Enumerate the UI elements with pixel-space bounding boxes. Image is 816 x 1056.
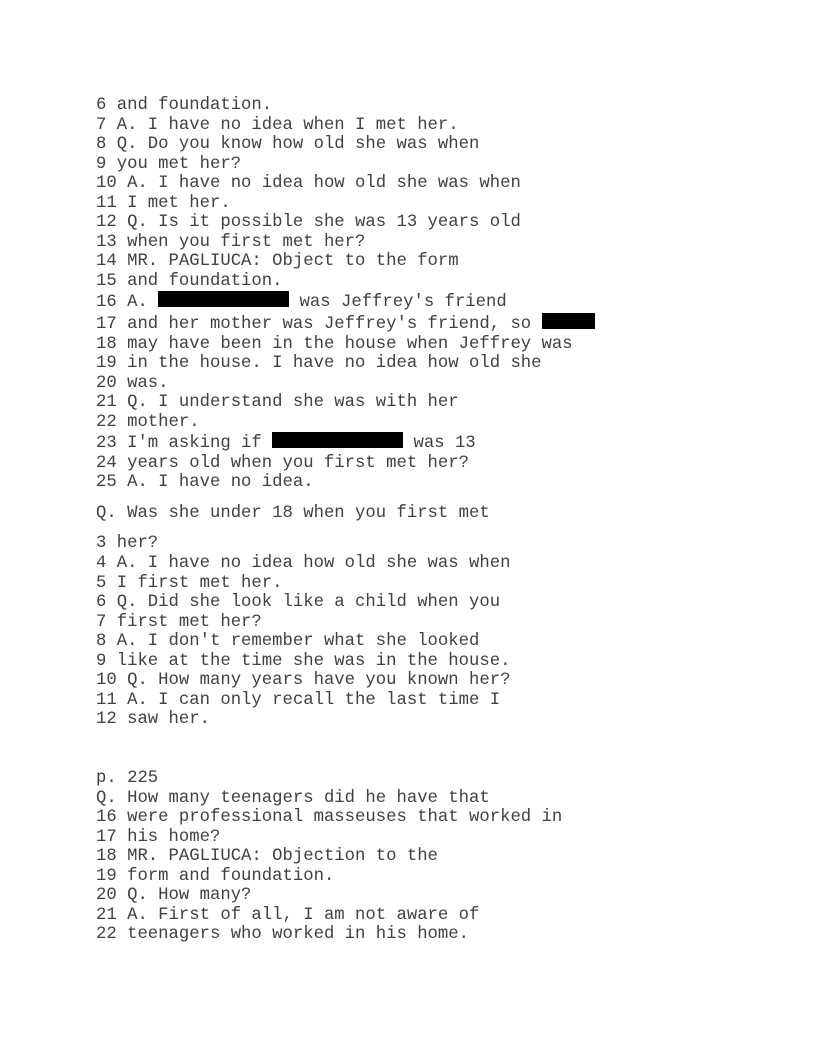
transcript-line: 6 and foundation.	[96, 96, 273, 115]
transcript-paragraph	[96, 96, 595, 493]
transcript-line: 8 A. I don't remember what she looked	[96, 632, 480, 652]
transcript-line: 16 were professional masseuses that worked in	[96, 808, 563, 828]
transcript-line: 7 A. I have no idea when I met her.	[96, 115, 459, 135]
transcript-paragraph	[96, 769, 595, 945]
transcript-line: 10 A. I have no idea how old she was when	[96, 174, 521, 194]
transcript-line	[96, 291, 595, 313]
transcript-line: 11 A. I can only recall the last time I	[96, 690, 501, 710]
line-text: 16 A.	[96, 293, 159, 313]
transcript-line: 6 Q. Did she look like a child when you	[96, 593, 501, 613]
transcript-line: 5 I first met her.	[96, 573, 283, 593]
transcript-line: 12 saw her.	[96, 710, 210, 730]
transcript-line: 22 mother.	[96, 412, 200, 432]
transcript-line: 21 Q. I understand she was with her	[96, 393, 459, 413]
redaction-bar	[542, 313, 595, 329]
transcript-line: 4 A. I have no idea how old she was when	[96, 554, 511, 574]
transcript-line	[96, 432, 595, 454]
transcript-line: 13 when you first met her?	[96, 232, 366, 252]
transcript-line: 20 Q. How many?	[96, 886, 252, 906]
transcript-line	[96, 313, 595, 335]
transcript-line: 15 and foundation.	[96, 271, 283, 291]
line-text: was 13	[403, 434, 476, 454]
transcript-line: 11 I met her.	[96, 193, 231, 213]
transcript-line: 22 teenagers who worked in his home.	[96, 925, 469, 945]
transcript-content	[96, 96, 595, 956]
line-text: 17 and her mother was Jeffrey's friend, so	[96, 315, 542, 335]
line-text: 23 I'm asking if	[96, 434, 273, 454]
transcript-line: Q. Was she under 18 when you first met	[96, 503, 490, 523]
transcript-line: 24 years old when you first met her?	[96, 453, 469, 473]
redaction-bar	[272, 432, 403, 448]
transcript-line: 18 MR. PAGLIUCA: Objection to the	[96, 847, 438, 867]
transcript-line: 20 was.	[96, 373, 169, 393]
transcript-line: 8 Q. Do you know how old she was when	[96, 135, 480, 155]
transcript-line: 12 Q. Is it possible she was 13 years old	[96, 213, 521, 233]
transcript-line: 17 his home?	[96, 827, 221, 847]
transcript-line: 19 in the house. I have no idea how old she	[96, 354, 542, 374]
transcript-line: 9 like at the time she was in the house.	[96, 651, 511, 671]
transcript-paragraph	[96, 534, 595, 729]
transcript-line: 25 A. I have no idea.	[96, 473, 314, 493]
transcript-paragraph	[96, 504, 595, 524]
line-text: was Jeffrey's friend	[289, 293, 507, 313]
transcript-line: 3 her?	[96, 534, 159, 554]
transcript-line: Q. How many teenagers did he have that	[96, 788, 490, 808]
transcript-line: 9 you met her?	[96, 154, 242, 174]
transcript-line: 10 Q. How many years have you known her?	[96, 671, 511, 691]
transcript-line: 18 may have been in the house when Jeffrey was	[96, 334, 573, 354]
transcript-line: p. 225	[96, 768, 159, 788]
redaction-bar	[158, 291, 289, 307]
transcript-line: 14 MR. PAGLIUCA: Object to the form	[96, 252, 459, 272]
transcript-line: 7 first met her?	[96, 612, 262, 632]
transcript-line: 21 A. First of all, I am not aware of	[96, 905, 480, 925]
transcript-line: 19 form and foundation.	[96, 866, 335, 886]
